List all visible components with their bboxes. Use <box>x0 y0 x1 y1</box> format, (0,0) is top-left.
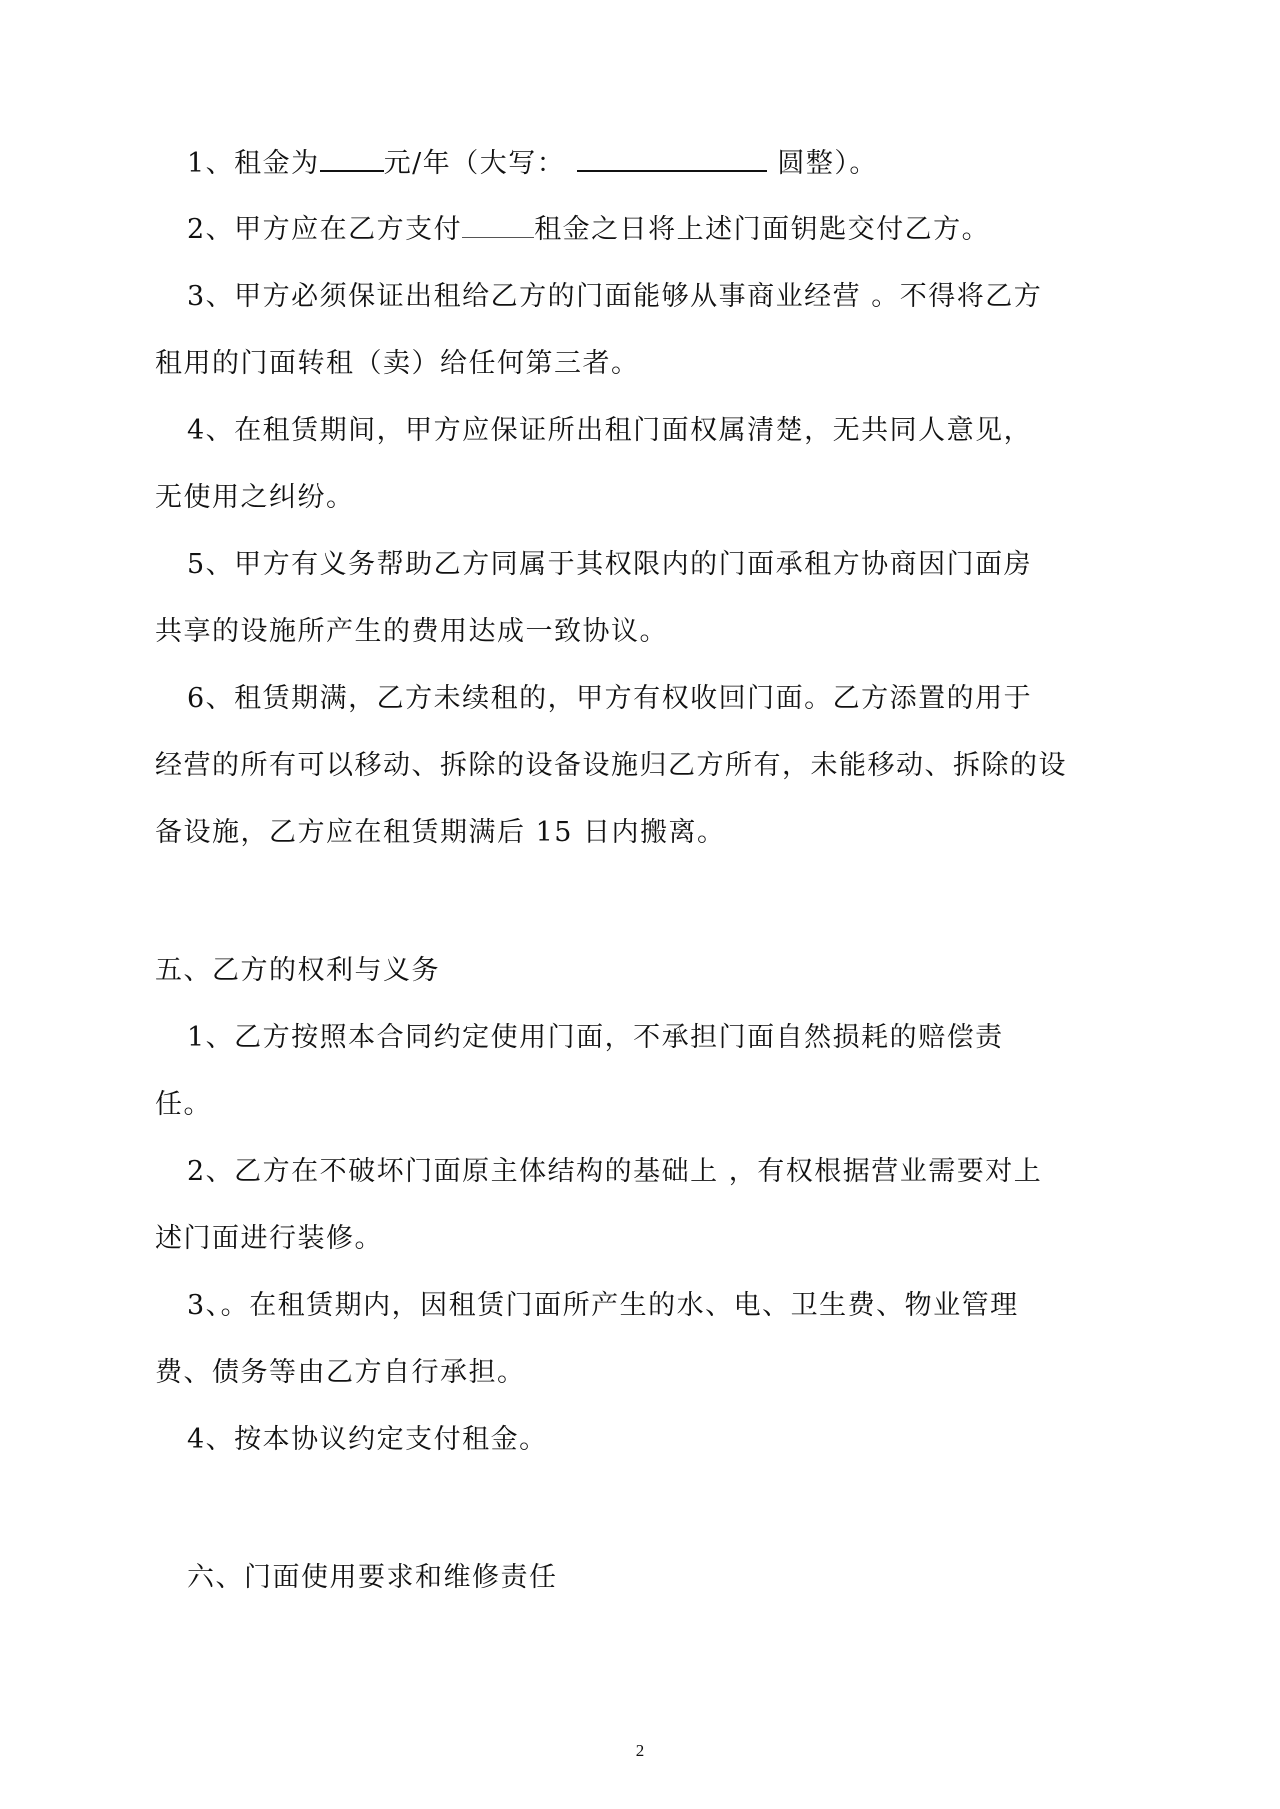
clause-key-handover <box>187 213 990 247</box>
clause-line: 3、甲方必须保证出租给乙方的门面能够从事商业经营 。不得将乙方 <box>187 281 1043 312</box>
clause-line: 述门面进行装修。 <box>155 1223 383 1254</box>
clause-text: 圆整）。 <box>767 148 878 179</box>
section-heading-usage-maintenance: 六、门面使用要求和维修责任 <box>187 1562 558 1593</box>
rent-amount-words-blank <box>577 146 767 172</box>
clause-text: 2、甲方应在乙方支付 <box>187 214 463 245</box>
clause-line: 备设施，乙方应在租赁期满后 15 日内搬离。 <box>155 817 726 848</box>
clause-line: 无使用之纠纷。 <box>155 482 355 513</box>
clause-line: 4、按本协议约定支付租金。 <box>187 1424 548 1455</box>
section-heading-party-b-rights: 五、乙方的权利与义务 <box>155 955 440 986</box>
clause-line: 共享的设施所产生的费用达成一致协议。 <box>155 616 668 647</box>
clause-text: 元/年（大写： <box>383 148 566 179</box>
clause-line: 4、在租赁期间，甲方应保证所出租门面权属清楚，无共同人意见， <box>187 415 1033 446</box>
rent-amount-blank <box>320 146 384 172</box>
clause-line: 2、乙方在不破坏门面原主体结构的基础上 ，有权根据营业需要对上 <box>187 1156 1043 1187</box>
payment-blank <box>462 213 534 238</box>
clause-text: 1、租金为 <box>187 148 320 179</box>
page-number: 2 <box>635 1741 645 1760</box>
clause-line: 5、甲方有义务帮助乙方同属于其权限内的门面承租方协商因门面房 <box>187 549 1033 580</box>
clause-line: 经营的所有可以移动、拆除的设备设施归乙方所有，未能移动、拆除的设 <box>155 750 1067 781</box>
clause-line: 6、租赁期满，乙方未续租的，甲方有权收回门面。乙方添置的用于 <box>187 683 1033 714</box>
clause-rent-amount <box>187 146 878 181</box>
clause-line: 3、。在租赁期内，因租赁门面所产生的水、电、卫生费、物业管理 <box>187 1290 1019 1321</box>
clause-line: 租用的门面转租（卖）给任何第三者。 <box>155 348 640 379</box>
clause-line: 1、乙方按照本合同约定使用门面，不承担门面自然损耗的赔偿责 <box>187 1022 1004 1053</box>
clause-text: 租金之日将上述门面钥匙交付乙方。 <box>534 214 991 245</box>
clause-line: 费、债务等由乙方自行承担。 <box>155 1357 526 1388</box>
clause-line: 任。 <box>155 1089 212 1120</box>
